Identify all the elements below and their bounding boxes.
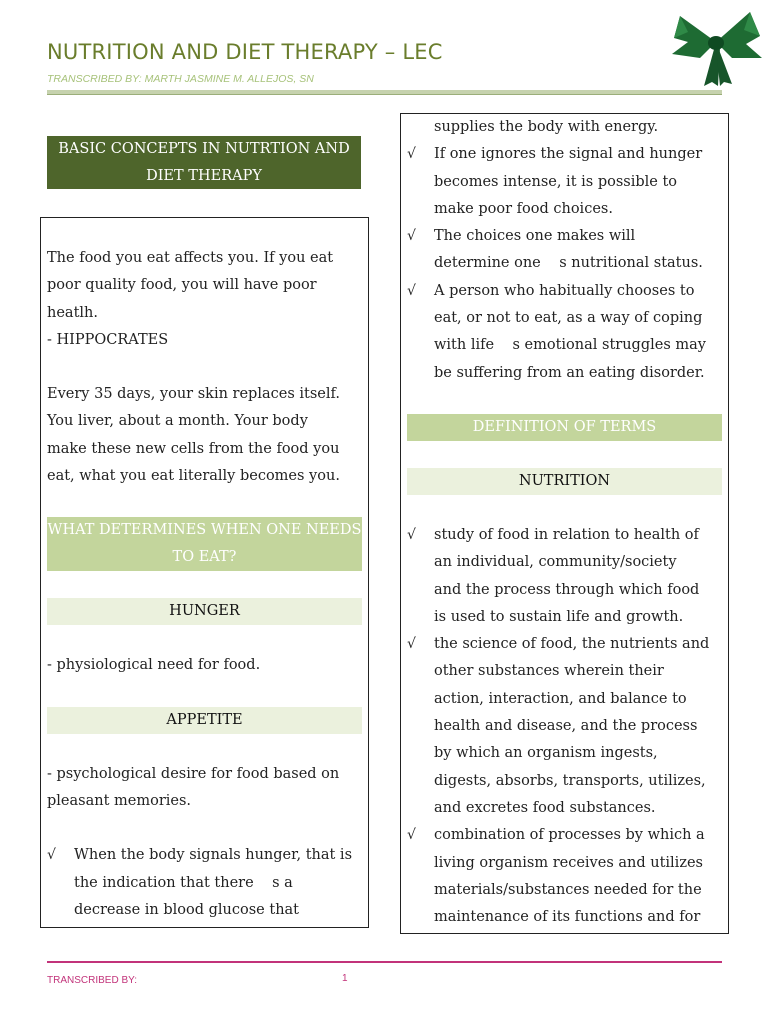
quote-line: The food you eat affects you. If you eat [47,250,334,266]
checkmark-icon: √ [407,827,416,844]
transcriber-subtitle: TRANSCRIBED BY: MARTH JASMINE M. ALLEJOS, SN [47,73,314,85]
skin-fact-paragraph [41,381,368,490]
bullet-line: an individual, community/society [434,554,677,571]
footer-divider [47,961,722,963]
hunger-heading: HUNGER [47,598,362,625]
left-column-box [40,217,369,928]
bullet-line: decrease in blood glucose that [74,901,300,918]
bullet-line: by which an organism ingests, [434,745,658,762]
checkmark-icon: √ [407,282,416,299]
list-item [401,522,728,631]
bullet-line: action, interaction, and balance to [434,690,687,707]
list-item [401,141,728,223]
bullet-line: living organism receives and utilizes [434,854,703,871]
right-column-box [400,113,729,934]
document-title: NUTRITION AND DIET THERAPY – LEC [47,40,443,64]
bullet-line: study of food in relation to health of [434,526,699,543]
bullet-line: is used to sustain life and growth. [434,608,684,625]
question-heading [47,517,362,571]
fact-line: make these new cells from the food you [47,440,340,457]
bullet-line: with life s emotional struggles may [434,337,706,354]
bullet-line: When the body signals hunger, that is [74,847,353,864]
list-item [41,842,368,924]
quote-line: heatlh. [47,304,98,321]
bullet-line: the indication that there s a [74,874,293,891]
definition-of-terms-heading: DEFINITION OF TERMS [407,414,722,441]
appetite-line: pleasant memories. [47,792,192,809]
hippocrates-quote [41,245,368,354]
bullet-line: A person who habitually chooses to [434,282,695,299]
bullet-line: other substances wherein their [434,663,664,680]
appetite-heading: APPETITE [47,707,362,734]
quote-author: - HIPPOCRATES [47,331,169,348]
ribbon-bow-icon [666,2,766,90]
hunger-signal-list [41,842,368,924]
bullet-line: eat, or not to eat, as a way of coping [434,310,703,327]
fact-line: You liver, about a month. Your body [47,413,308,430]
bullet-line: digests, absorbs, transports, utilizes, [434,772,706,789]
appetite-definition [41,761,368,816]
nutrition-heading: NUTRITION [407,468,722,495]
bullet-line: health and disease, and the process [434,718,698,735]
bullet-line: materials/substances needed for the [434,881,702,898]
footer-transcribed-by: TRANSCRIBED BY: [47,975,138,986]
bullet-line: and excretes food substances. [434,799,656,816]
bullet-line: maintenance of its functions and for [434,909,701,926]
bullet-line: and the process through which food [434,581,700,598]
section-title-line1: BASIC CONCEPTS IN NUTRTION AND [58,141,350,157]
appetite-line: - psychological desire for food based on [47,765,340,782]
list-item [401,223,728,278]
bullet-line: make poor food choices. [434,200,613,217]
bullet-line: The choices one makes will [434,228,636,245]
hunger-bullets-list [401,141,728,387]
section-title-line2: DIET THERAPY [146,168,262,184]
hunger-definition: - physiological need for food. [47,657,261,674]
bullet-line: becomes intense, it is possible to [434,173,678,190]
checkmark-icon: √ [47,847,56,864]
section-title-basic-concepts [47,136,361,189]
nutrition-definitions-list [401,522,728,931]
bullet-line: the science of food, the nutrients and [434,636,710,653]
title-divider [47,90,722,95]
fact-line: Every 35 days, your skin replaces itself. [47,386,340,403]
checkmark-icon: √ [407,526,416,543]
list-item [401,631,728,822]
bullet-line: combination of processes by which a [434,827,705,844]
quote-line: poor quality food, you will have poor [47,277,317,294]
bullet-line: determine one s nutritional status. [434,255,703,272]
question-line2: TO EAT? [172,549,237,566]
page-number: 1 [342,973,348,984]
fact-line: eat, what you eat literally becomes you. [47,468,340,485]
continued-text: supplies the body with energy. [434,119,659,135]
checkmark-icon: √ [407,636,416,653]
checkmark-icon: √ [407,228,416,245]
list-item [401,822,728,931]
checkmark-icon: √ [407,146,416,163]
bullet-line: be suffering from an eating disorder. [434,364,705,381]
question-line1: WHAT DETERMINES WHEN ONE NEEDS [47,522,362,539]
bullet-line: If one ignores the signal and hunger [434,146,703,163]
list-item [401,278,728,387]
